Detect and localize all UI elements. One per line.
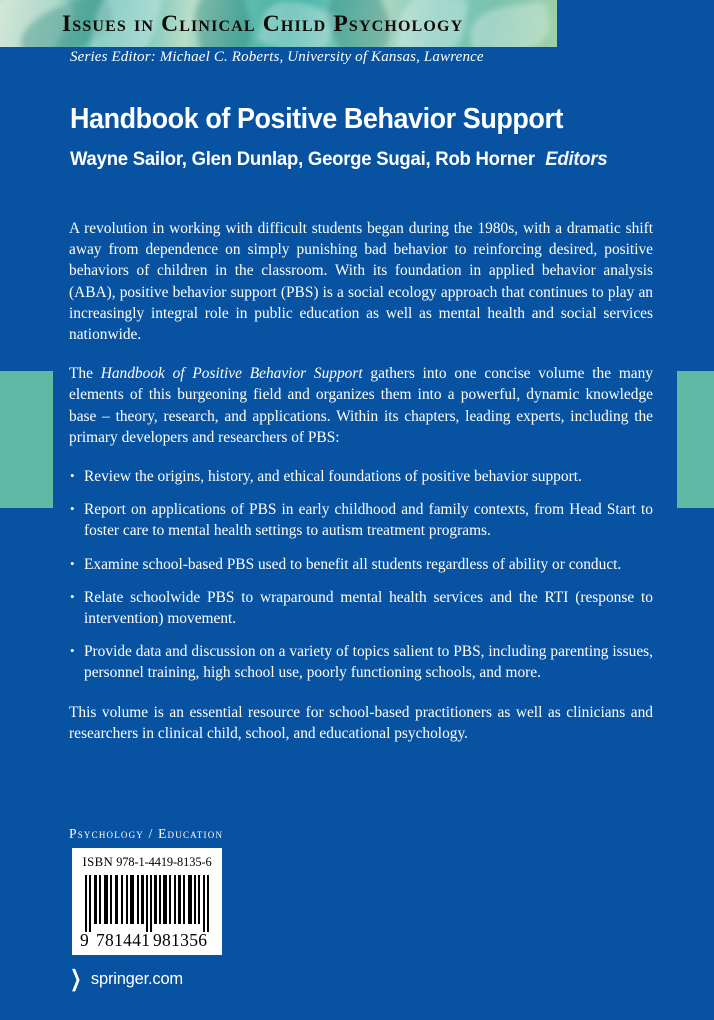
isbn-number: 978-1-4419-8135-6 [116, 855, 212, 869]
isbn-barcode [72, 848, 222, 955]
accent-block-right [677, 371, 714, 508]
list-item: • Report on applications of PBS in early childhood and family contexts, from Head Start to foster care to mental health settings to autism treatment programs. [69, 499, 653, 541]
blurb-p2-prefix: The [69, 365, 101, 383]
editors-role-label: Editors [545, 148, 608, 170]
book-editors-line [70, 148, 607, 171]
subject-category-label: Psychology / Education [69, 826, 224, 841]
blurb-paragraph-3: This volume is an essential resource for school-based practitioners as well as clinicians and researchers in clinical child, school, and educational psychology. [69, 703, 653, 742]
blurb-p2-book-title: Handbook of Positive Behavior Support [100, 365, 363, 383]
list-item: • Provide data and discussion on a variety of topics salient to PBS, including parenting issues, personnel training, high school use, poorly functioning schools, and more. [69, 641, 653, 683]
series-title: Issues in Clinical Child Psychology [62, 11, 464, 37]
book-title: Handbook of Positive Behavior Support [70, 103, 564, 135]
back-cover-blurb [69, 218, 653, 744]
isbn-text [72, 855, 222, 870]
publisher-logo[interactable] [70, 968, 183, 990]
isbn-prefix: ISBN [82, 855, 114, 869]
accent-block-left [0, 371, 53, 508]
blurb-p2-suffix: gathers into one concise volume the many elements of this burgeoning field and organizes them into a powerful, dynamic knowledge base – theory, research, and applications. Within its chapters, leading experts, including the primary developers and researchers of PBS: [69, 365, 654, 446]
blurb-paragraph-2 [69, 363, 653, 448]
barcode-digit-first: 9 [80, 930, 90, 950]
editors-names: Wayne Sailor, Glen Dunlap, George Sugai, Rob Horner [70, 148, 535, 170]
series-editor-line: Series Editor: Michael C. Roberts, University of Kansas, Lawrence [70, 49, 484, 65]
banner-leaf-decoration [467, 1, 553, 47]
barcode-digit-group-right: 981356 [153, 930, 208, 950]
barcode-bars [85, 875, 209, 932]
list-item: • Examine school-based PBS used to benefit all students regardless of ability or conduct. [69, 554, 653, 575]
list-item: • Relate schoolwide PBS to wraparound mental health services and the RTI (response to intervention) movement. [69, 587, 653, 629]
list-item: • Review the origins, history, and ethical foundations of positive behavior support. [69, 466, 653, 487]
blurb-paragraph-1: A revolution in working with difficult students began during the 1980s, with a dramatic shift away from dependence on simply punishing bad behavior to reinforcing desired, positive behaviors of children in the classroom. With its foundation in applied behavior analysis (ABA), positive behavior support (PBS) is a social ecology approach that continues to play an increasingly integral role in public education as well as mental health and social services nationwide. [69, 220, 653, 344]
barcode-digit-group-left: 781441 [96, 930, 151, 950]
barcode-digits [80, 930, 214, 949]
chevron-right-icon: ❯ [70, 966, 82, 992]
series-banner [0, 0, 557, 47]
publisher-wordmark: springer.com [90, 969, 183, 988]
feature-bullet-list [69, 466, 653, 684]
